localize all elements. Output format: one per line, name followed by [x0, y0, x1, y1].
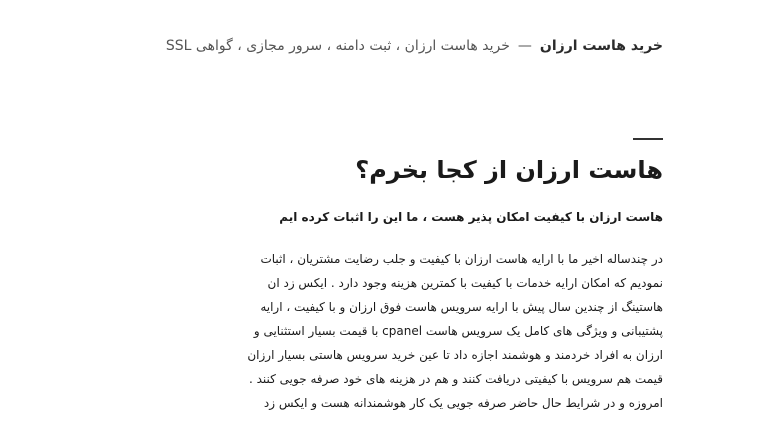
body-line: قیمت هم سرویس با کیفیتی دریافت کنند و هم در هزینه های خود صرفه جویی کنند .	[248, 372, 663, 386]
post-content	[247, 138, 663, 415]
body-line: امروزه و در شرایط حال حاضر صرفه جویی یک کار هوشمندانه هست و ایکس زد	[263, 396, 663, 410]
site-header	[103, 36, 663, 56]
site-tagline: خرید هاست ارزان ، ثبت دامنه ، سرور مجازی ، گواهی SSL	[165, 38, 510, 54]
site-title-link[interactable]: خرید هاست ارزان	[539, 38, 663, 54]
body-line: در چندساله اخیر ما با ارایه هاست ارزان با کیفیت و جلب رضایت مشتریان ، اثبات	[260, 252, 663, 266]
post-title: هاست ارزان از کجا بخرم؟	[355, 156, 663, 184]
post-subtitle: هاست ارزان با کیفیت امکان پذیر هست ، ما این را اثبات کرده ایم	[279, 210, 663, 224]
body-line: نمودیم که امکان ارایه خدمات با کیفیت با کمترین هزینه وجود دارد . ایکس زد ان	[267, 276, 663, 290]
body-line: پشتیبانی و ویژگی های کامل یک سرویس هاست cpanel با قیمت بسیار استثنایی و	[253, 324, 663, 338]
body-line: ارزان به افراد خردمند و هوشمند اجازه داد تا عین خرید سرویس هاستی بسیار ارزان	[247, 348, 663, 362]
body-line: هاستینگ از چندین سال پیش با ارایه سرویس هاست فوق ارزان و با کیفیت ، ارایه	[260, 300, 663, 314]
post-body	[247, 247, 663, 415]
title-divider	[633, 138, 663, 140]
header-separator: —	[517, 38, 532, 54]
